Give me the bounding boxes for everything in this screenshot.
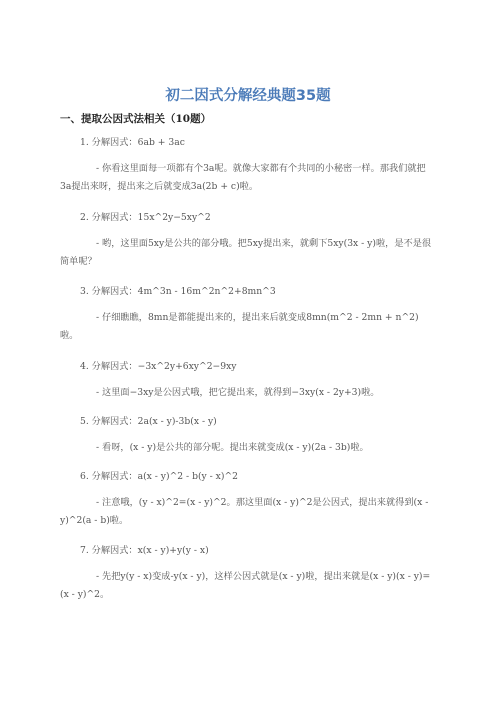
problem-item [60, 358, 432, 402]
problem-item [60, 468, 432, 531]
problem-answer: - 你看这里面每一项都有个3a呢。就像大家都有个共同的小秘密一样。那我们就把3a提出来呀，提出来之后就变成3a(2b + c)啦。 [60, 162, 426, 192]
problem-question: 6. 分解因式：a(x - y)^2 - b(y - x)^2 [80, 471, 238, 482]
page-title: 初二因式分解经典题35题 [165, 88, 331, 104]
problem-question: 2. 分解因式：15x^2y−5xy^2 [80, 212, 211, 223]
problem-question: 7. 分解因式：x(x - y)+y(y - x) [80, 545, 209, 556]
problem-question: 5. 分解因式：2a(x - y)-3b(x - y) [80, 416, 217, 427]
problem-item [60, 209, 432, 272]
problem-answer: - 这里面−3xy是公因式哦，把它提出来，就得到−3xy(x - 2y+3)啦。 [96, 386, 380, 398]
problem-answer: - 哟，这里面5xy是公共的部分哦。把5xy提出来，就剩下5xy(3x - y)啦，是不是很简单呢？ [60, 237, 432, 267]
problem-answer: - 注意哦，(y - x)^2=(x - y)^2。那这里面(x - y)^2是公因式，提出来就得到(x - y)^2(a - b)啦。 [60, 496, 429, 526]
problem-answer: - 先把y(y - x)变成-y(x - y)，这样公因式就是(x - y)啦，提出来就是(x - y)(x - y)=(x - y)^2。 [60, 570, 431, 600]
problem-item [60, 413, 432, 457]
problem-item [60, 134, 432, 197]
problem-question: 3. 分解因式：4m^3n - 16m^2n^2+8mn^3 [80, 286, 276, 297]
problem-answer: - 仔细瞧瞧，8mn是都能提出来的，提出来后就变成8mn(m^2 - 2mn + n^2)啦。 [60, 311, 419, 341]
problem-item [60, 542, 432, 605]
problem-question: 1. 分解因式：6ab + 3ac [80, 137, 185, 148]
section-heading: 一、提取公因式法相关（10题） [60, 113, 212, 125]
problem-answer: - 看呀，(x - y)是公共的部分呢。提出来就变成(x - y)(2a - 3b)啦。 [96, 441, 369, 453]
problem-item [60, 283, 432, 346]
problem-question: 4. 分解因式：−3x^2y+6xy^2−9xy [80, 361, 237, 372]
